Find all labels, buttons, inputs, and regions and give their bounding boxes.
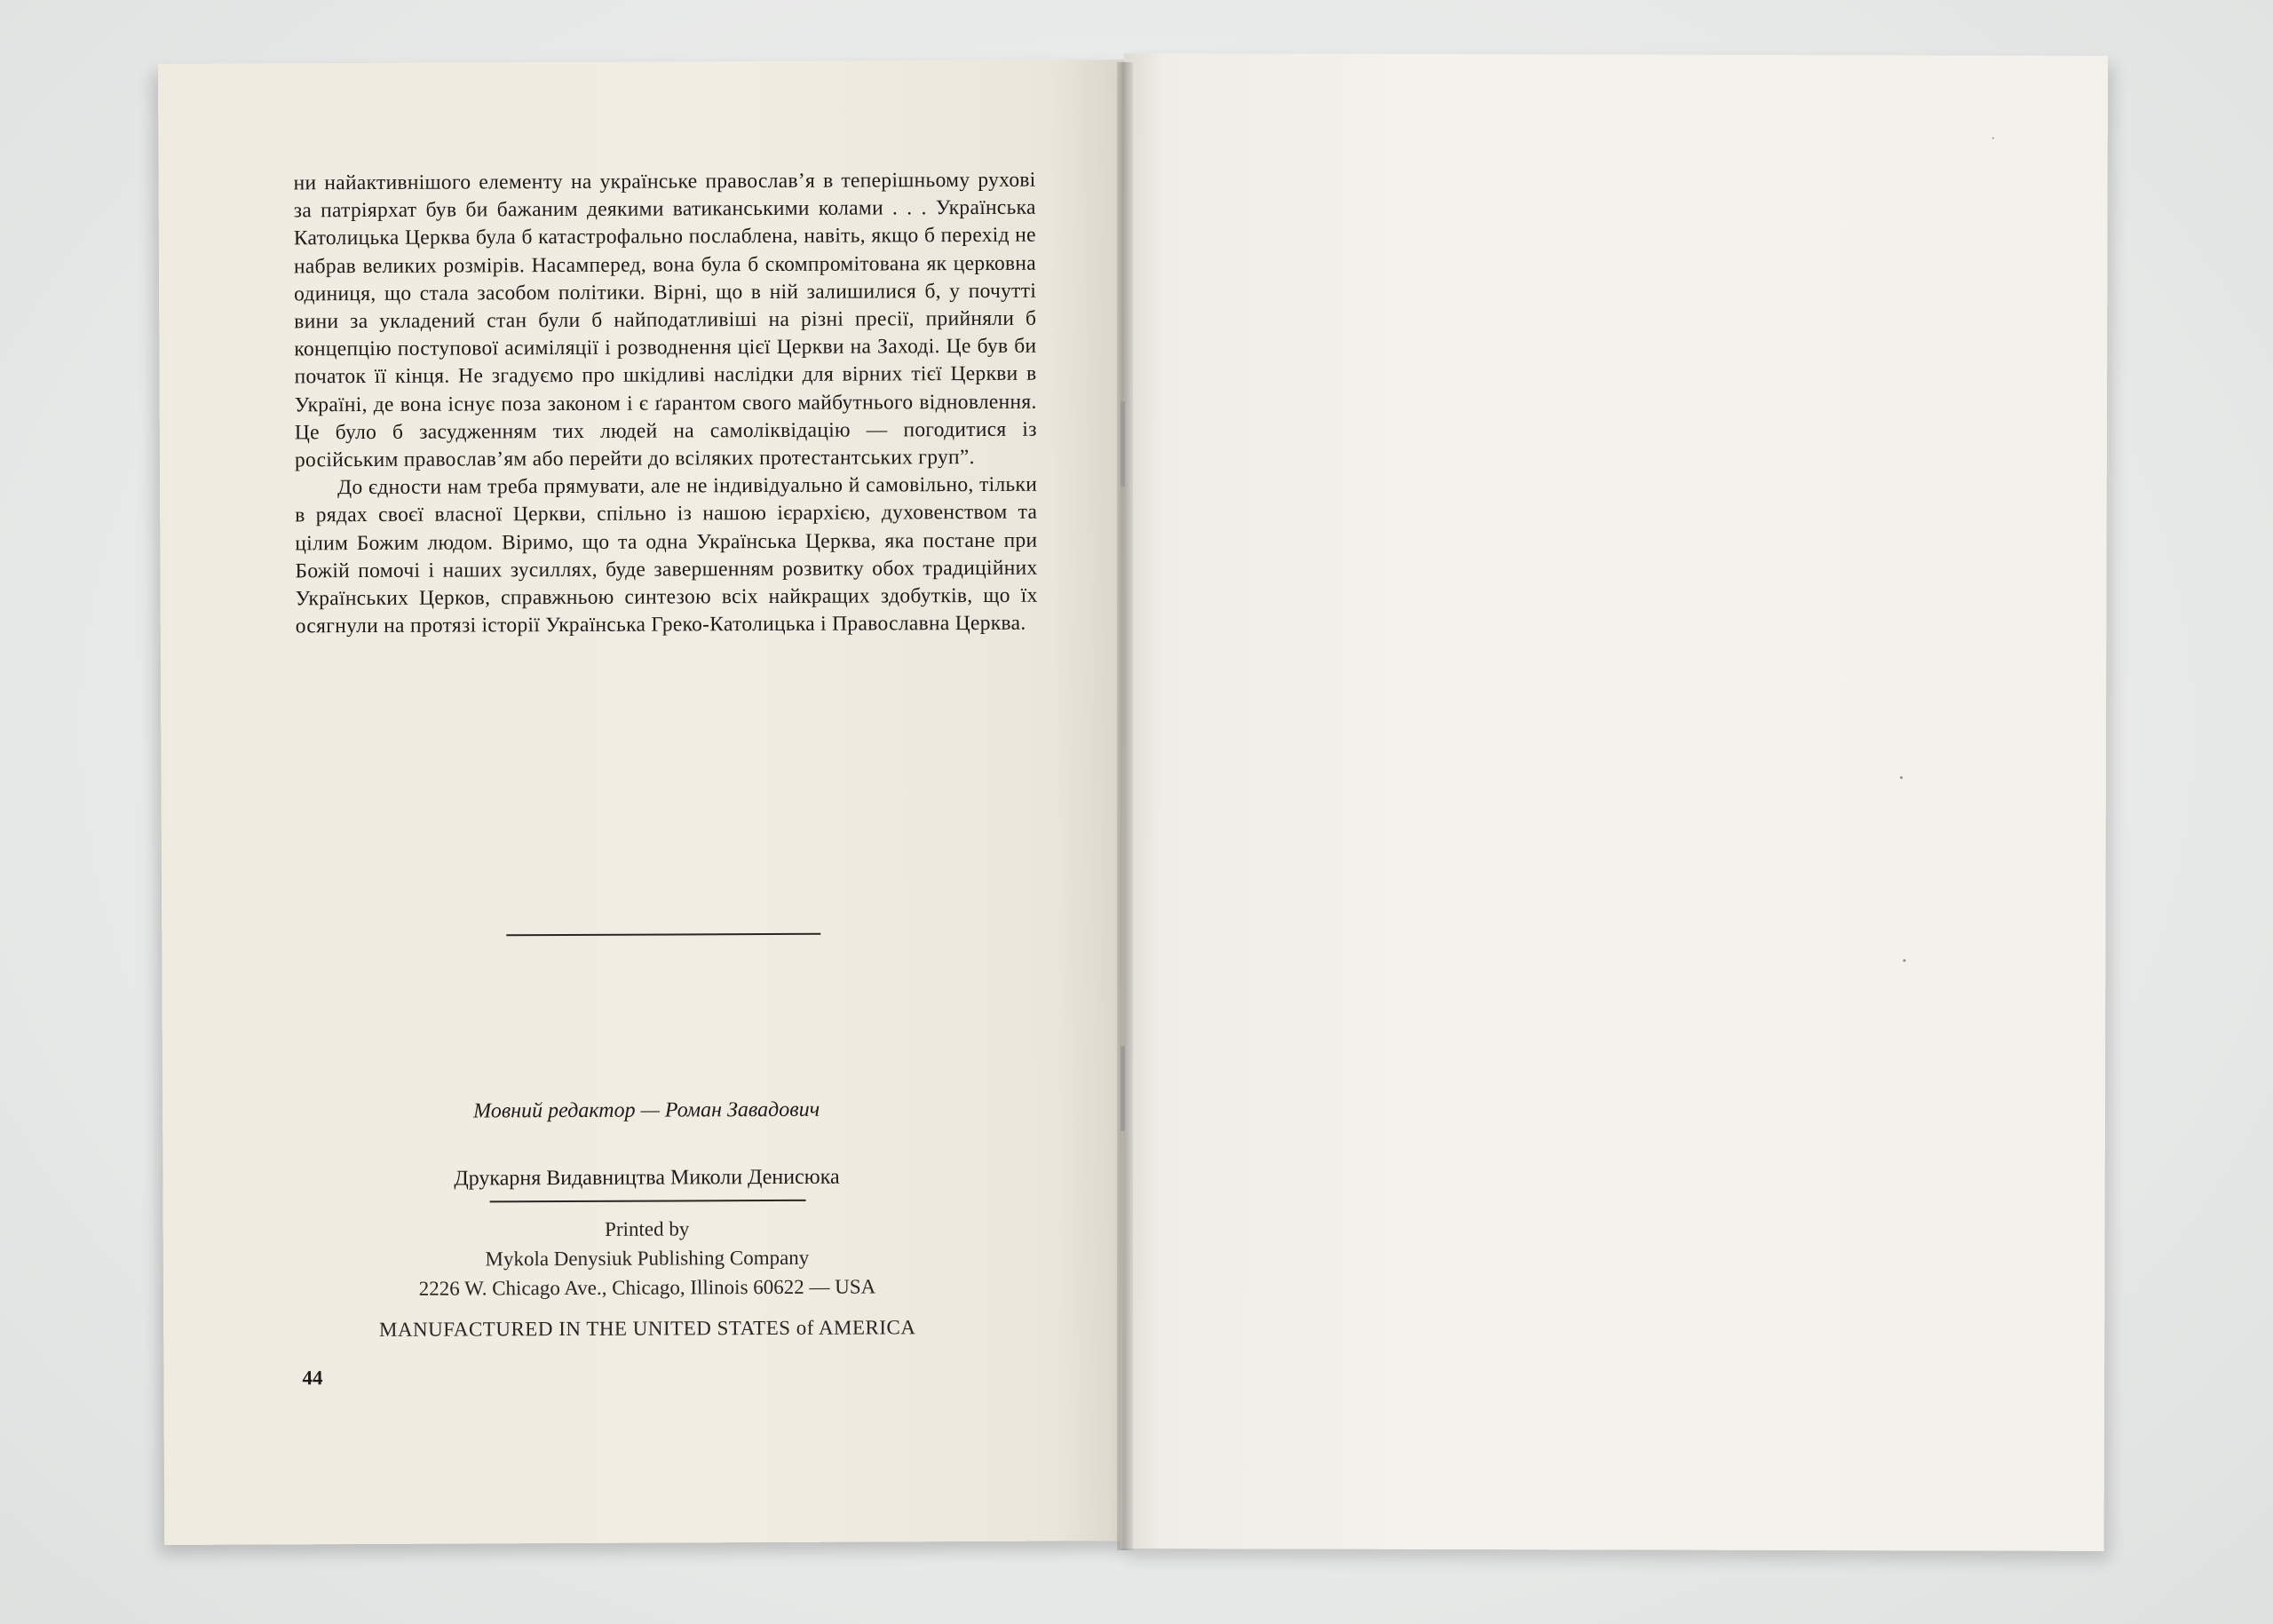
- body-text: [294, 167, 1038, 641]
- imprint-line-1: Printed by: [605, 1217, 690, 1240]
- right-page-blank: [1121, 53, 2108, 1551]
- paragraph-2: До єдности нам треба прямувати, але не індивідуально й самовільно, тільки в рядах своєї власної Церкви, спільно із нашою ієрархією, духовенством та цілим Божим людом. Віримо, що та одна Українська Церква, яка постане при Божій помочі і наших зусиллях, буде завершенням розвитку обох традиційних Українських Церков, справжньою синтезою всіх найкращих здобутків, що їх осягнули на протязі історії Українська Греко-Католицька і Православна Церква.: [295, 472, 1038, 638]
- printery-name: Друкарня Видавництва Миколи Денисюка: [454, 1165, 840, 1191]
- left-page-content: [294, 167, 1038, 641]
- paper-speck: [1900, 776, 1903, 779]
- staple-top: [1121, 401, 1125, 487]
- paper-speck: [1903, 959, 1905, 962]
- left-page: [158, 59, 1132, 1545]
- imprint-line-2: Mykola Denysiuk Publishing Company: [485, 1246, 810, 1271]
- language-editor-credit: Мовний редактор — Роман Завадович: [473, 1097, 820, 1123]
- section-divider: [506, 933, 820, 937]
- manufactured-notice: MANUFACTURED IN THE UNITED STATES of AMERICA: [378, 1316, 916, 1341]
- page-number: 44: [302, 1367, 323, 1390]
- paragraph-1: ни найактивнішого елементу на українське православ’я в теперішньому рухові за патріярхат був би бажаним деякими ватиканськими колами . . . Українська Католицька Церква була б катастрофально послаблена, навіть, якщо б перехід не набрав великих розмірів. Насамперед, вона була б скомпромітована як церковна одиниця, що стала засобом політики. Вірні, що в ній залишилися б, у почутті вини за укладений стан були б найподатливіші на різні пресії, прийняли б концепцію поступової асиміляції і розводнення цієї Церкви на Заході. Це був би початок її кінця. Не згадуємо про шкідливі наслідки для вірних тієї Церкви в Україні, де вона існує поза законом і є ґарантом свого майбутнього відновлення. Це було б засудженням тих людей на самоліквідацію — погодитися із російським православ’ям або перейти до всіляких протестантських груп”.: [293, 168, 1037, 472]
- book-gutter: [1117, 62, 1133, 1550]
- printery-underline: [490, 1200, 806, 1203]
- staple-bottom: [1121, 1046, 1125, 1131]
- paper-speck: [1992, 138, 1994, 139]
- imprint-line-3: 2226 W. Chicago Ave., Chicago, Illinois 60622 — USA: [418, 1275, 876, 1300]
- printer-imprint: [163, 1212, 1131, 1304]
